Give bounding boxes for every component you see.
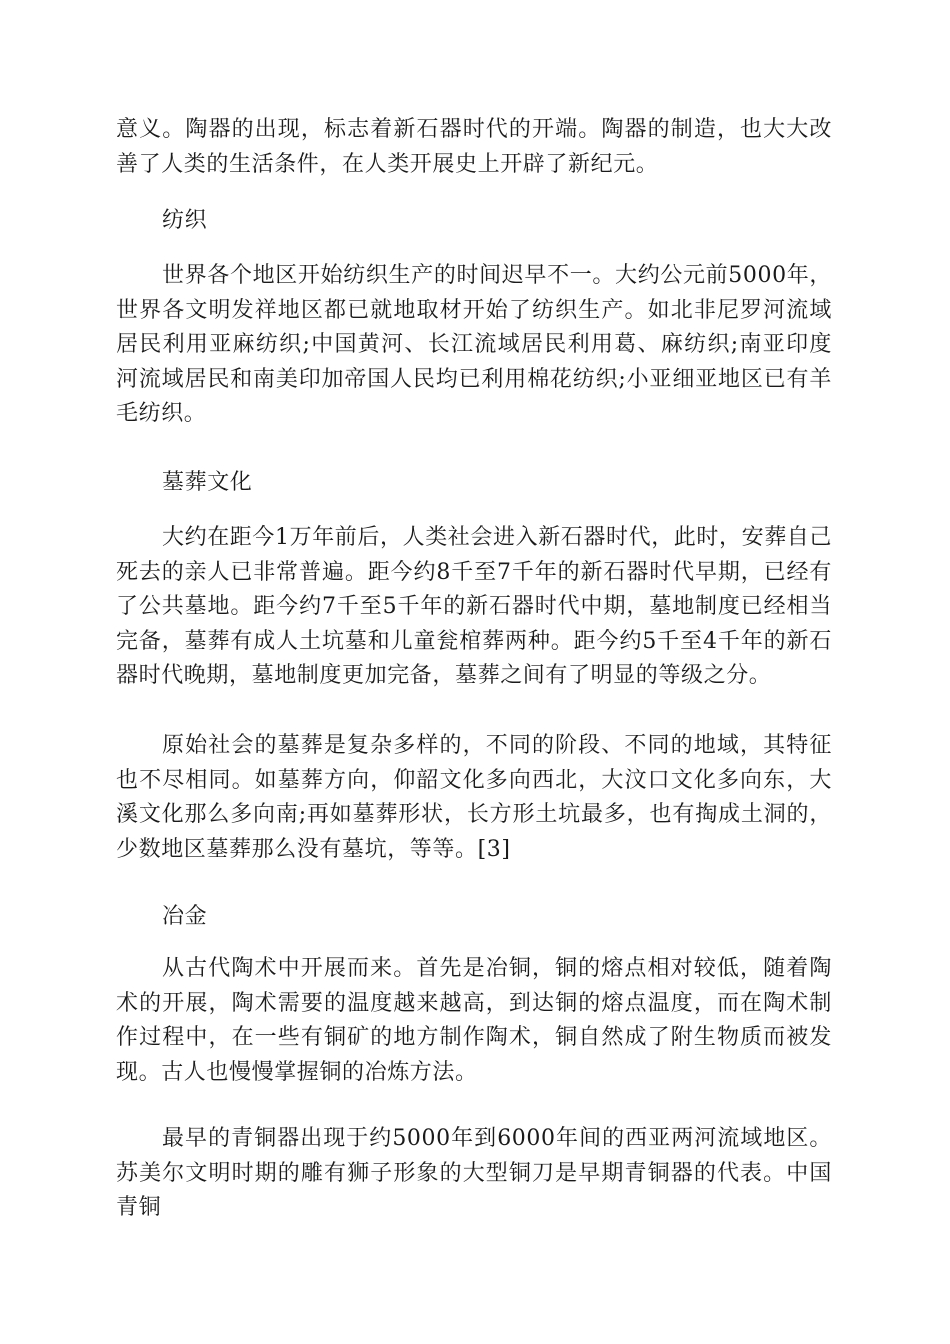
paragraph-textile <box>116 259 832 432</box>
burial-paragraph-2: 原始社会的墓葬是复杂多样的，不同的阶段、不同的地域，其特征也不尽相同。如墓葬方向，仰韶文化多向西北，大汶口文化多向东，大溪文化那么多向南;再如墓葬形状，长方形土坑最多，也有掏成土洞的，少数地区墓葬那么没有墓坑，等等。[3] <box>116 733 832 862</box>
continuation-text: 意义。陶器的出现，标志着新石器时代的开端。陶器的制造，也大大改善了人类的生活条件，在人类开展史上开辟了新纪元。 <box>116 117 832 177</box>
burial-paragraph-1: 大约在距今1万年前后，人类社会进入新石器时代，此时，安葬自己死去的亲人已非常普遍。距今约8千至7千年的新石器时代早期，已经有了公共墓地。距今约7千至5千年的新石器时代中期，墓地制度已经相当完备，墓葬有成人土坑墓和儿童瓮棺葬两种。距今约5千至4千年的新石器时代晚期，墓地制度更加完备，墓葬之间有了明显的等级之分。 <box>116 525 832 689</box>
paragraph-burial-1 <box>116 521 832 694</box>
metallurgy-paragraph-1: 从古代陶术中开展而来。首先是冶铜，铜的熔点相对较低，随着陶术的开展，陶术需要的温度越来越高，到达铜的熔点温度，而在陶术制作过程中，在一些有铜矿的地方制作陶术，铜自然成了附生物质而被发现。古人也慢慢掌握铜的冶炼方法。 <box>116 956 832 1085</box>
textile-paragraph-1: 世界各个地区开始纺织生产的时间迟早不一。大约公元前5000年，世界各文明发祥地区都已就地取材开始了纺织生产。如北非尼罗河流域居民利用亚麻纺织;中国黄河、长江流域居民利用葛、麻纺织;南亚印度河流域居民和南美印加帝国人民均已利用棉花纺织;小亚细亚地区已有羊毛纺织。 <box>116 263 832 427</box>
heading-metallurgy: 冶金 <box>162 904 208 929</box>
paragraph-continuation <box>116 113 832 182</box>
metallurgy-paragraph-2: 最早的青铜器出现于约5000年到6000年间的西亚两河流域地区。苏美尔文明时期的雕有狮子形象的大型铜刀是早期青铜器的代表。中国青铜 <box>116 1126 832 1221</box>
paragraph-metallurgy-2 <box>116 1122 832 1226</box>
paragraph-metallurgy-1 <box>116 952 832 1090</box>
heading-burial: 墓葬文化 <box>162 470 253 495</box>
paragraph-burial-2 <box>116 729 832 867</box>
heading-textile: 纺织 <box>162 208 208 233</box>
